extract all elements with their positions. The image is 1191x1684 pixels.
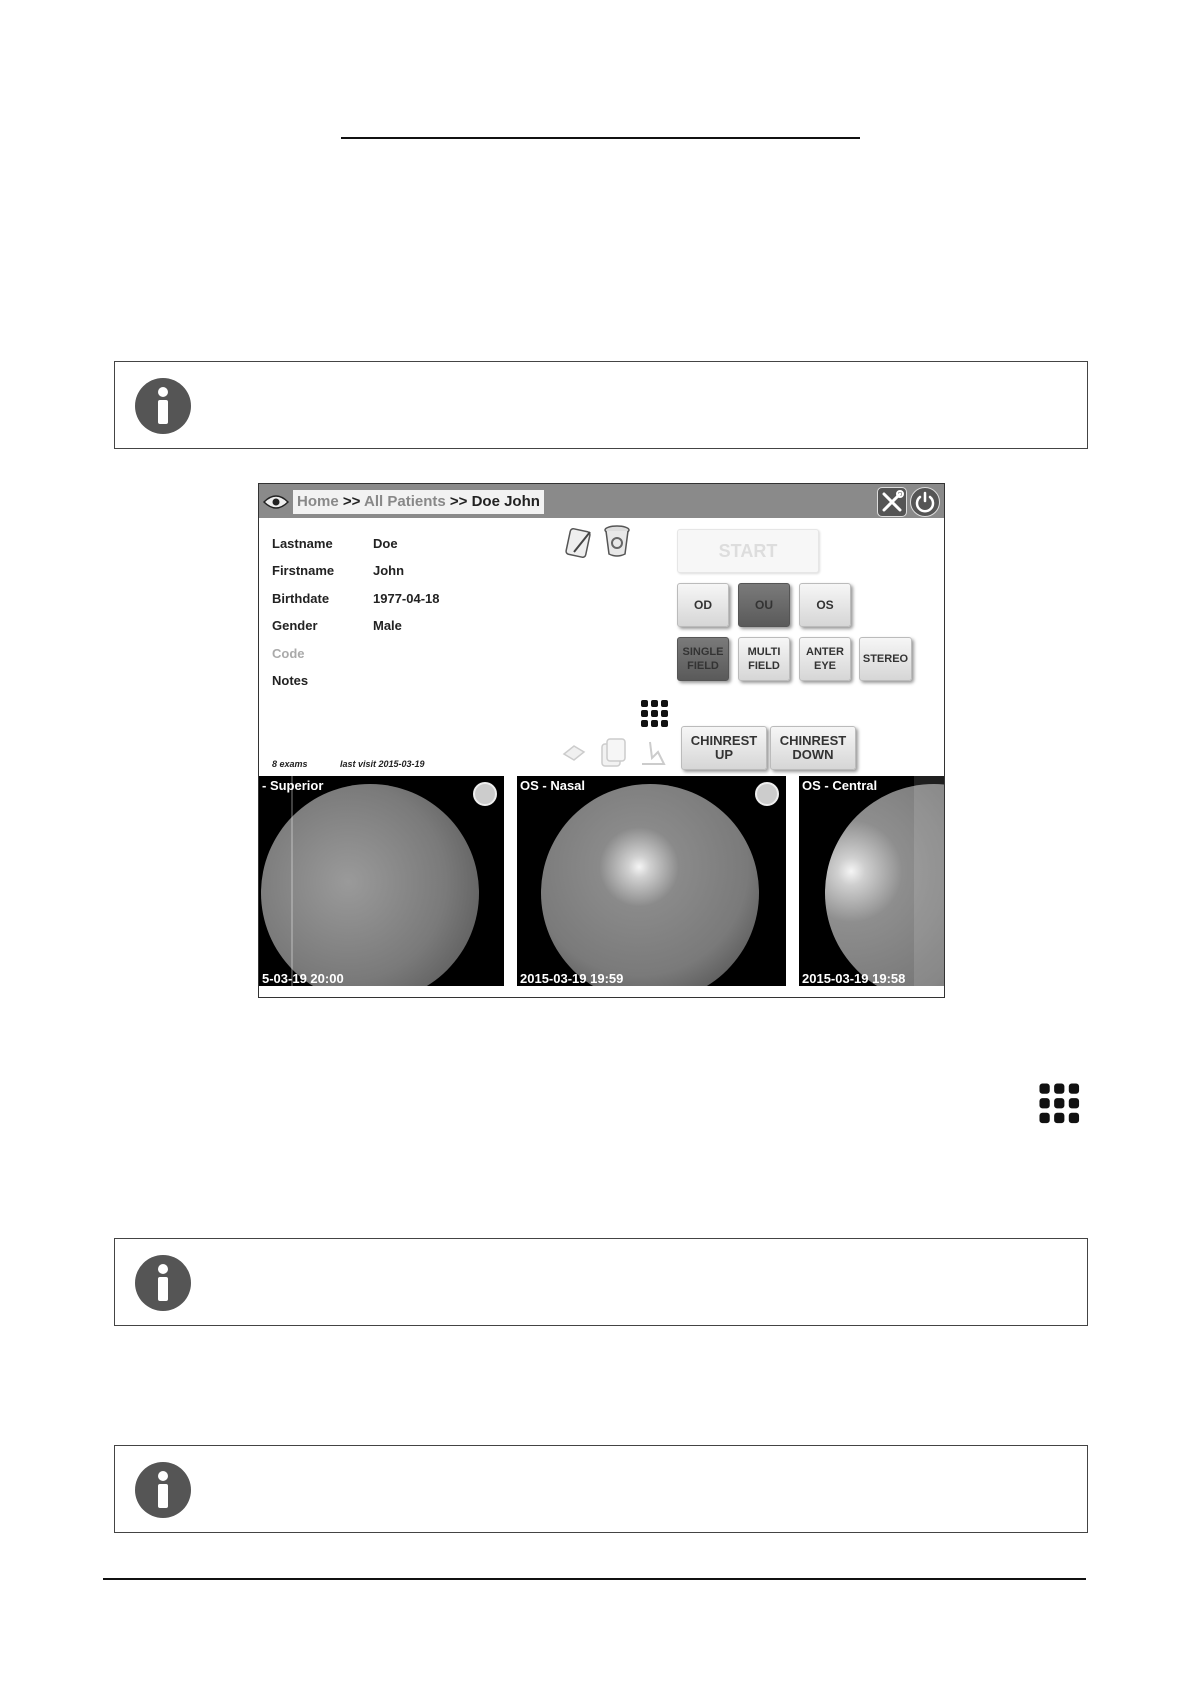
info-note-1 — [114, 361, 1088, 449]
thumbnail-label: OS - Nasal — [520, 778, 586, 793]
grid-icon[interactable] — [640, 699, 670, 729]
copy-icon[interactable] — [598, 736, 628, 768]
edit-icon[interactable] — [564, 526, 596, 560]
top-rule — [341, 137, 860, 139]
firstname-value: John — [373, 563, 405, 578]
last-visit: last visit 2015-03-19 — [340, 759, 425, 769]
info-note-2 — [114, 1238, 1088, 1326]
thumbnail-date: 2015-03-19 19:59 — [520, 971, 624, 986]
breadcrumb-home[interactable]: Home — [297, 493, 339, 510]
anter-eye-button[interactable]: ANTER EYE — [799, 637, 851, 681]
app-screenshot — [258, 483, 945, 998]
birthdate-label: Birthdate — [272, 591, 330, 606]
breadcrumb-current: Doe John — [471, 493, 540, 510]
lastname-value: Doe — [373, 536, 398, 551]
os-button[interactable]: OS — [799, 583, 851, 627]
breadcrumb-separator: >> — [449, 493, 468, 510]
fundus-image — [261, 784, 479, 986]
settings-button[interactable] — [877, 487, 907, 517]
gender-label: Gender — [272, 618, 318, 633]
eye-logo-icon — [263, 494, 289, 510]
thumbnail-label: OS - Central — [802, 778, 878, 793]
thumbnail-date: 5-03-19 20:00 — [262, 971, 344, 986]
breadcrumb — [293, 490, 544, 514]
print-icon[interactable] — [560, 738, 588, 766]
fundus-image — [541, 784, 759, 986]
trash-icon[interactable] — [602, 524, 632, 558]
thumbnail-date: 2015-03-19 19:58 — [802, 971, 906, 986]
refresh-icon[interactable] — [755, 782, 779, 806]
info-note-3 — [114, 1445, 1088, 1533]
info-icon — [135, 1255, 191, 1311]
chinrest-up-button[interactable]: CHINREST UP — [681, 726, 767, 770]
bottom-rule — [103, 1578, 1086, 1580]
lastname-label: Lastname — [272, 536, 333, 551]
breadcrumb-separator: >> — [342, 493, 361, 510]
od-button[interactable]: OD — [677, 583, 729, 627]
exams-count: 8 exams — [272, 759, 308, 769]
ou-button[interactable]: OU — [738, 583, 790, 627]
chinrest-down-button[interactable]: CHINREST DOWN — [770, 726, 856, 770]
multi-field-button[interactable]: MULTI FIELD — [738, 637, 790, 681]
fundus-thumbnail[interactable] — [259, 776, 504, 986]
power-icon — [911, 488, 939, 516]
grid-icon — [1038, 1082, 1082, 1126]
fundus-thumbnail[interactable] — [799, 776, 945, 986]
title-bar — [259, 484, 944, 518]
gender-value: Male — [373, 618, 402, 633]
breadcrumb-all-patients[interactable]: All Patients — [364, 493, 446, 510]
code-label: Code — [272, 646, 305, 661]
info-icon — [135, 1462, 191, 1518]
firstname-label: Firstname — [272, 563, 335, 578]
birthdate-value: 1977-04-18 — [373, 591, 440, 606]
fundus-thumbnail[interactable] — [517, 776, 786, 986]
start-button[interactable]: START — [677, 529, 819, 573]
notes-label: Notes — [272, 673, 309, 688]
info-icon — [135, 378, 191, 434]
export-icon[interactable] — [638, 738, 668, 768]
tools-icon — [878, 488, 906, 516]
power-button[interactable] — [910, 487, 940, 517]
single-field-button[interactable]: SINGLE FIELD — [677, 637, 729, 681]
stereo-button[interactable]: STEREO — [859, 637, 912, 681]
thumbnail-label: - Superior — [262, 778, 324, 793]
refresh-icon[interactable] — [473, 782, 497, 806]
